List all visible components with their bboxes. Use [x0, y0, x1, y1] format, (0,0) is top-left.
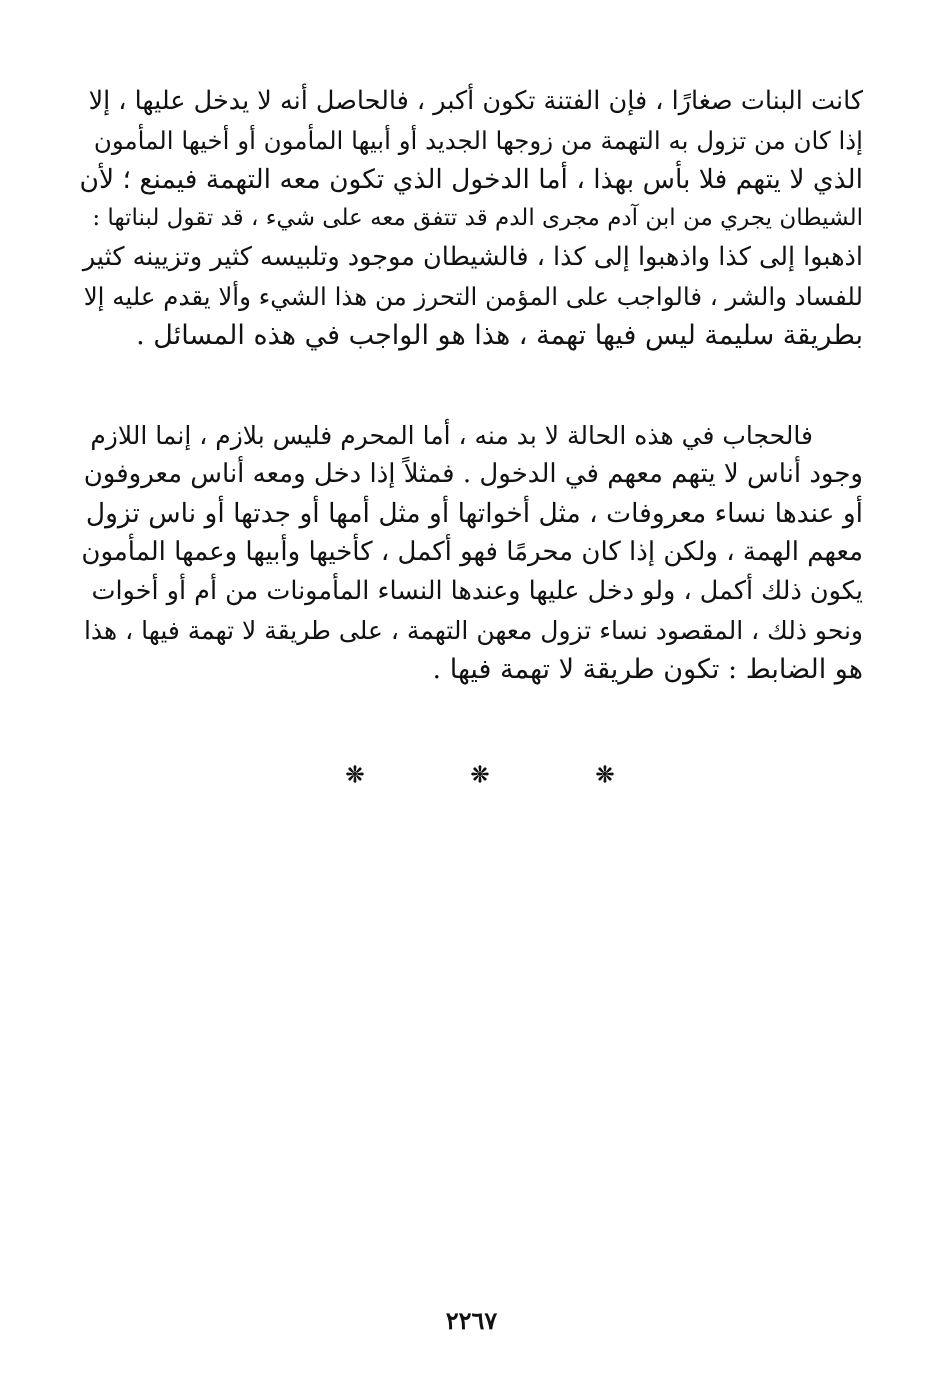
paragraph-1 [80, 82, 863, 355]
text-line: هو الضابط : تكون طريقة لا تهمة فيها . [432, 654, 863, 685]
text-line: يكون ذلك أكمل ، ولو دخل عليها وعندها النساء المأمونات من أم أو أخوات [91, 576, 863, 606]
text-line: الشيطان يجري من ابن آدم مجرى الدم قد تتفق معه على شيء ، قد تقول لبناتها : [92, 205, 863, 231]
text-line: بطريقة سليمة ليس فيها تهمة ، هذا هو الواجب في هذه المسائل . [136, 320, 863, 351]
page-number: ٢٢٦٧ [445, 1306, 498, 1335]
paragraph-2 [80, 416, 863, 689]
text-line: ونحو ذلك ، المقصود نساء تزول معهن التهمة ، على طريقة لا تهمة فيها ، هذا [83, 616, 863, 645]
section-separator [340, 760, 620, 790]
text-line: إذا كان من تزول به التهمة من زوجها الجديد أو أبيها المأمون أو أخيها المأمون [93, 126, 863, 155]
text-line: للفساد والشر ، فالواجب على المؤمن التحرز من هذا الشيء وألا يقدم عليه إلا [83, 282, 863, 311]
text-line: فالحجاب في هذه الحالة لا بد منه ، أما المحرم فليس بلازم ، إنما اللازم [90, 421, 813, 450]
asterisk-icon: ❊ [595, 762, 615, 788]
text-line: وجود أناس لا يتهم معهم في الدخول . فمثلاً إذا دخل ومعه أناس معروفون [83, 459, 863, 489]
text-line: أو عندها نساء معروفات ، مثل أخواتها أو مثل أمها أو جدتها أو ناس تزول [85, 498, 863, 529]
text-line: كانت البنات صغارًا ، فإن الفتنة تكون أكبر ، فالحاصل أنه لا يدخل عليها ، إلا [88, 86, 863, 116]
asterisk-icon: ❊ [470, 762, 490, 788]
text-line: الذي لا يتهم فلا بأس بهذا ، أما الدخول الذي تكون معه التهمة فيمنع ؛ لأن [79, 164, 863, 195]
text-line: اذهبوا إلى كذا واذهبوا إلى كذا ، فالشيطان موجود وتلبيسه كثير وتزيينه كثير [82, 242, 863, 272]
text-line: معهم الهمة ، ولكن إذا كان محرمًا فهو أكمل ، كأخيها وأبيها وعمها المأمون [81, 537, 863, 567]
asterisk-icon: ❊ [345, 762, 365, 788]
